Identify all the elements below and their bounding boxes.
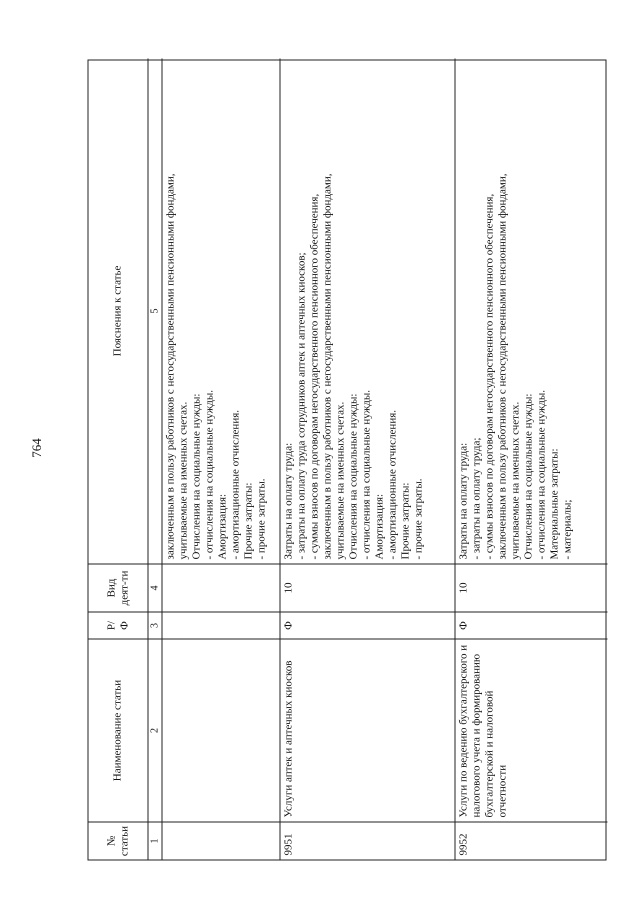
- explanation-line: Прочие затраты:: [242, 482, 254, 559]
- explanation-line: Отчисления на социальные нужды:: [190, 393, 202, 559]
- explanation-line: Затраты на оплату труда:: [282, 442, 294, 559]
- explanation-line: - отчисления на социальные нужды.: [535, 389, 547, 559]
- explanation-line: - отчисления на социальные нужды.: [203, 389, 215, 559]
- rotated-table-wrapper: [87, 59, 606, 860]
- expense-items-table: [87, 59, 606, 860]
- column-number-row: [148, 58, 162, 859]
- explanation-line: заключенным в пользу работников с негосударственными пенсионными фондами,: [164, 172, 176, 559]
- item-explanation: [280, 58, 454, 563]
- header-explanation: Пояснения к статье: [111, 265, 123, 356]
- item-rf: Ф: [280, 611, 454, 638]
- explanation-line: - отчисления на социальные нужды.: [360, 389, 372, 559]
- item-number: 9952: [455, 821, 607, 859]
- explanation-line: - амортизационные отчисления.: [386, 409, 398, 559]
- item-activity: 10: [455, 563, 607, 611]
- item-rf: [162, 611, 279, 638]
- item-rf: Ф: [455, 611, 607, 638]
- item-number: 9951: [280, 821, 454, 859]
- item-number: [162, 821, 279, 859]
- explanation-line: - прочие затраты.: [412, 478, 424, 559]
- item-activity: 10: [280, 563, 454, 611]
- column-number: 3: [148, 611, 161, 638]
- table-row: [162, 58, 280, 859]
- explanation-line: - затраты на оплату труда;: [470, 437, 482, 559]
- explanation-line: учитываемые на именных счетах.: [177, 401, 189, 559]
- explanation-line: - затраты на оплату труда сотрудников аптек и аптечных киосков;: [295, 251, 307, 559]
- header-item-name: Наименование статьи: [88, 638, 147, 821]
- column-number: 5: [149, 308, 160, 313]
- explanation-line: Амортизация:: [373, 493, 385, 559]
- explanation-line: Прочие затраты:: [399, 482, 411, 559]
- explanation-line: - суммы взносов по договорам негосударственного пенсионного обеспечения,: [308, 193, 320, 559]
- explanation-line: учитываемые на именных счетах.: [509, 401, 521, 559]
- item-name: Услуги аптек и аптечных киосков: [280, 638, 454, 821]
- table-header-row: [88, 58, 148, 859]
- explanation-line: Отчисления на социальные нужды:: [347, 393, 359, 559]
- explanation-line: - суммы взносов по договорам негосударственного пенсионного обеспечения,: [483, 193, 495, 559]
- explanation-line: Отчисления на социальные нужды:: [522, 393, 534, 559]
- explanation-line: учитываемые на именных счетах.: [334, 401, 346, 559]
- column-number: 1: [148, 821, 161, 859]
- item-explanation: [162, 58, 279, 563]
- item-activity: [162, 563, 279, 611]
- item-name: [162, 638, 279, 821]
- explanation-line: заключенным в пользу работников с негосударственными пенсионными фондами,: [496, 172, 508, 559]
- explanation-line: Материальные затраты:: [548, 447, 560, 559]
- explanation-line: - амортизационные отчисления.: [229, 409, 241, 559]
- table-row: [455, 58, 607, 859]
- explanation-line: заключенным в пользу работников с негосударственными пенсионными фондами,: [321, 172, 333, 559]
- table-row: [280, 58, 455, 859]
- header-activity-type: Вид деят-ти: [88, 563, 147, 611]
- header-item-number: № статьи: [88, 821, 147, 859]
- item-name: Услуги по ведению бухгалтерского и налогового учета и формированию бухгалтерской и налоговой отчетности: [455, 638, 607, 821]
- item-explanation: [455, 58, 607, 563]
- column-number: 4: [148, 563, 161, 611]
- explanation-line: - материалы;: [561, 499, 573, 559]
- column-number: 2: [148, 638, 161, 821]
- explanation-line: Затраты на оплату труда:: [457, 442, 469, 559]
- header-rf: Р/ Ф: [88, 611, 147, 638]
- explanation-line: Амортизация:: [216, 493, 228, 559]
- explanation-line: - прочие затраты.: [255, 478, 267, 559]
- page-number: 764: [29, 438, 44, 458]
